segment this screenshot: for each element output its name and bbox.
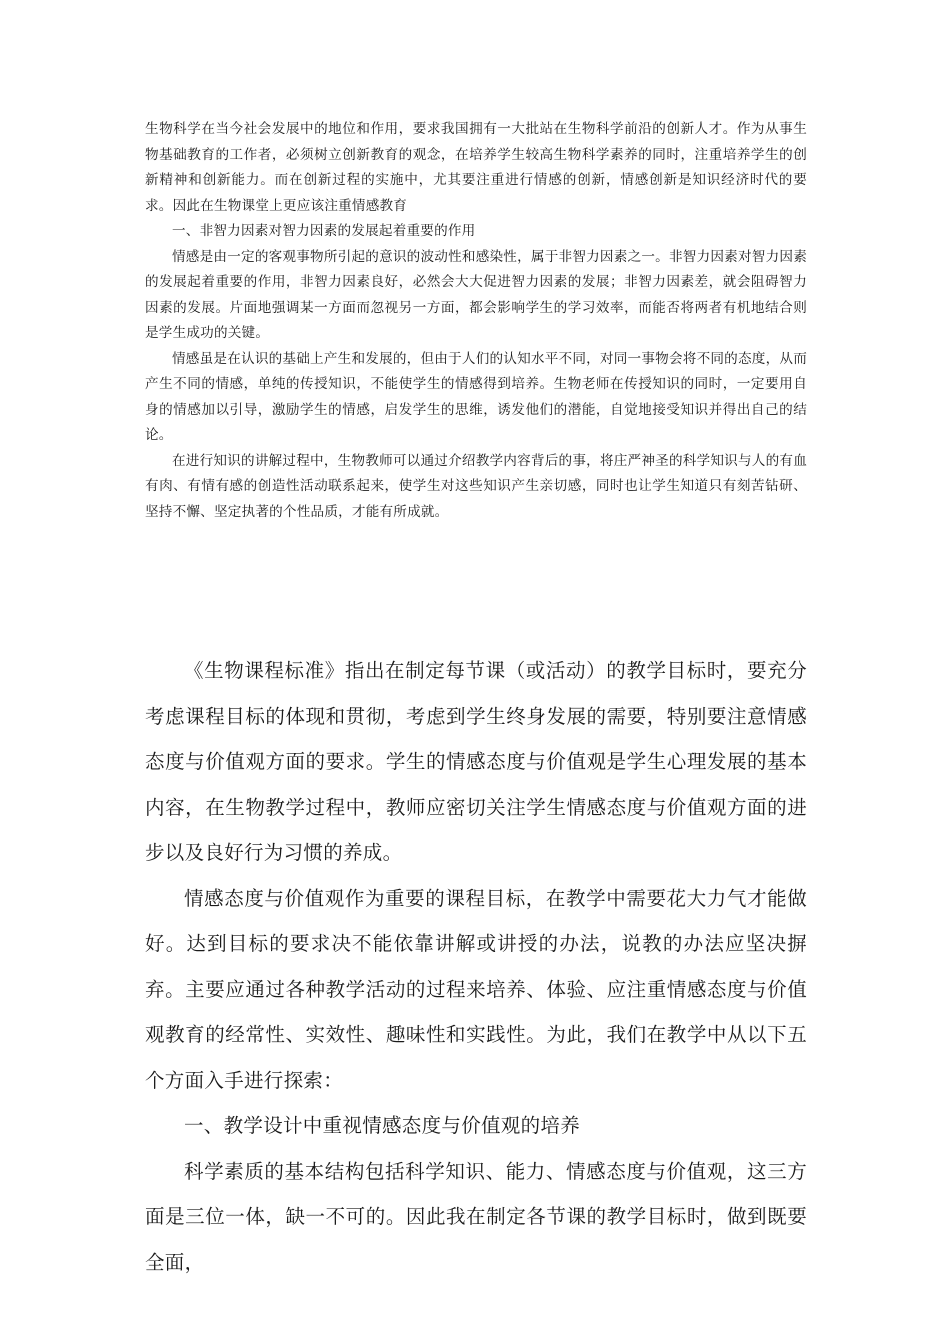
article-section-bottom <box>145 648 807 1285</box>
body-paragraph: 在进行知识的讲解过程中，生物教师可以通过介绍教学内容背后的事，将庄严神圣的科学知识与人的有血有肉、有情有感的创造性活动联系起来，使学生对这些知识产生亲切感，同时也让学生知道只有刻苦钻研、坚持不懈、坚定执著的个性品质，才能有所成就。 <box>145 452 807 520</box>
article-section-top <box>145 117 807 525</box>
body-paragraph: 《生物课程标准》指出在制定每节课（或活动）的教学目标时，要充分考虑课程目标的体现和贯彻，考虑到学生终身发展的需要，特别要注意情感态度与价值观方面的要求。学生的情感态度与价值观是学生心理发展的基本内容，在生物教学过程中，教师应密切关注学生情感态度与价值观方面的进步以及良好行为习惯的养成。 <box>145 659 807 864</box>
body-paragraph: 科学素质的基本结构包括科学知识、能力、情感态度与价值观，这三方面是三位一体，缺一不可的。因此我在制定各节课的教学目标时，做到既要全面， <box>145 1159 807 1274</box>
intro-paragraph: 生物科学在当今社会发展中的地位和作用，要求我国拥有一大批站在生物科学前沿的创新人才。作为从事生物基础教育的工作者，必须树立创新教育的观念，在培养学生较高生物科学素养的同时，注重培养学生的创新精神和创新能力。而在创新过程的实施中，尤其要注重进行情感的创新，情感创新是知识经济时代的要求。因此在生物课堂上更应该注重情感教育 <box>145 121 807 214</box>
body-paragraph: 情感虽是在认识的基础上产生和发展的，但由于人们的认知水平不同，对同一事物会将不同的态度，从而产生不同的情感，单纯的传授知识，不能使学生的情感得到培养。生物老师在传授知识的同时，一定要用自身的情感加以引导，激励学生的情感，启发学生的思维，诱发他们的潜能，自觉地接受知识并得出自己的结论。 <box>145 350 807 443</box>
body-paragraph: 情感态度与价值观作为重要的课程目标，在教学中需要花大力气才能做好。达到目标的要求决不能依靠讲解或讲授的办法，说教的办法应坚决摒弃。主要应通过各种教学活动的过程来培养、体验、应注重情感态度与价值观教育的经常性、实效性、趣味性和实践性。为此，我们在教学中从以下五个方面入手进行探索： <box>145 886 807 1092</box>
section-heading-nonintellectual: 一、非智力因素对智力因素的发展起着重要的作用 <box>172 223 476 239</box>
body-paragraph: 情感是由一定的客观事物所引起的意识的波动性和感染性，属于非智力因素之一。非智力因素对智力因素的发展起着重要的作用，非智力因素良好，必然会大大促进智力因素的发展；非智力因素差，就会阻碍智力因素的发展。片面地强调某一方面而忽视另一方面，都会影响学生的学习效率，而能否将两者有机地结合则是学生成功的关键。 <box>145 248 807 341</box>
section-heading-teaching-design: 一、教学设计中重视情感态度与价值观的培养 <box>184 1114 581 1137</box>
